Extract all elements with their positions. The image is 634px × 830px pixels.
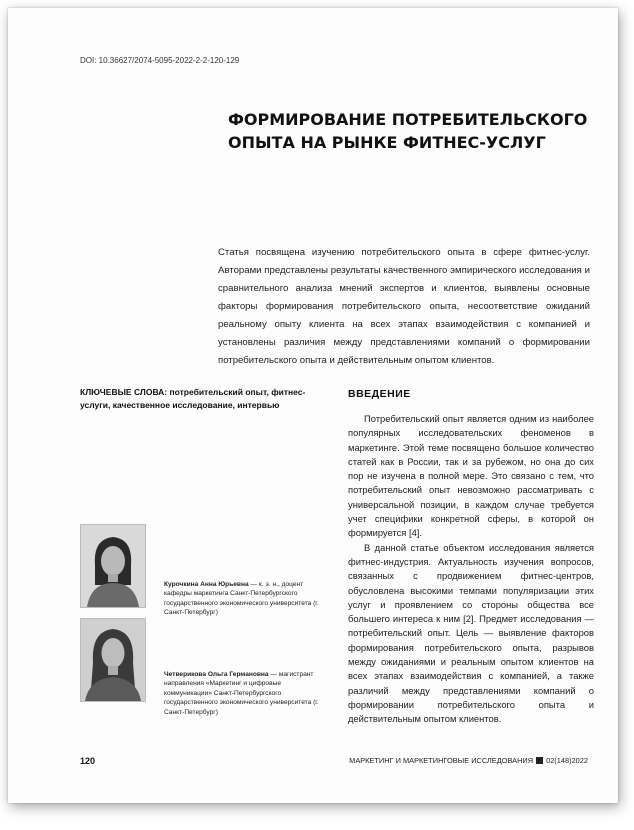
author-description: — магистрант направления «Маркетинг и цифровые коммуникации» Санкт-Петербургского государственного экономического университета (г. Санкт-Петербург) bbox=[164, 671, 319, 716]
author-info-1 bbox=[164, 580, 330, 618]
author-photo-1 bbox=[80, 524, 146, 608]
article-title: ФОРМИРОВАНИЕ ПОТРЕБИТЕЛЬСКОГО ОПЫТА НА РЫНКЕ ФИТНЕС-УСЛУГ bbox=[228, 110, 588, 152]
article-body bbox=[348, 412, 594, 727]
paragraph: В данной статье объектом исследования является фитнес-индустрия. Актуальность изучения вопросов, связанных с продвижением фитнес-центров, обусловлена высокими темпами популяризации этих услуг и проявлением со стороны общества все большего интереса к ним [2]. Предмет исследования — потребительский опыт. Цель — выявление факторов формирования потребительского опыта, разрывов между ожиданиями и реальным опытом клиентов на всех этапах взаимодействия с компанией, а также различий между представлениями компаний о формировании потребительского опыта и действительным опытом клиентов. bbox=[348, 541, 594, 725]
section-heading: ВВЕДЕНИЕ bbox=[348, 388, 411, 400]
author-description: — к. э. н., доцент кафедры маркетинга Санкт-Петербургского государственного экономического университета (г. Санкт-Петербург) bbox=[164, 581, 319, 617]
author-photo-2 bbox=[80, 618, 146, 702]
doi-line: DOI: 10.36627/2074-5095-2022-2-2-120-129 bbox=[80, 56, 240, 65]
author-info-2 bbox=[164, 670, 330, 717]
journal-issue: 02(148)2022 bbox=[546, 756, 588, 765]
journal-page bbox=[8, 8, 618, 803]
author-name: Четверикова Ольга Германовна bbox=[164, 671, 269, 678]
square-separator-icon bbox=[536, 757, 543, 764]
author-name: Курочкина Анна Юрьевна bbox=[164, 581, 249, 588]
page-number: 120 bbox=[80, 756, 96, 766]
journal-footer bbox=[349, 756, 588, 765]
keywords: КЛЮЧЕВЫЕ СЛОВА: потребительский опыт, фитнес-услуги, качественное исследование, интервью bbox=[80, 387, 306, 410]
journal-name: МАРКЕТИНГ И МАРКЕТИНГОВЫЕ ИССЛЕДОВАНИЯ bbox=[349, 756, 534, 765]
abstract: Статья посвящена изучению потребительского опыта в сфере фитнес-услуг. Авторами представлены результаты качественного эмпирического исследования и сравнительного анализа мнений экспертов и клиентов, выявлены основные факторы формирования потребительского опыта, несоответствие ожиданий реальному опыту клиента на всех этапах взаимодействия с компанией и установлены различия между представлениями компаний о формировании потребительского опыта и действительным опытом клиентов. bbox=[218, 247, 590, 366]
paragraph: Потребительский опыт является одним из наиболее популярных исследовательских феноменов в маркетинге. Этой теме посвящено большое количество статей как в России, так и за рубежом, но она до сих пор не изучена в полной мере. Это связано с тем, что потребительский опыт невозможно рассматривать с универсальной позиции, в каждом случае требуется учет специфики конкретной сферы, в которой он формируется [4]. bbox=[348, 413, 594, 539]
